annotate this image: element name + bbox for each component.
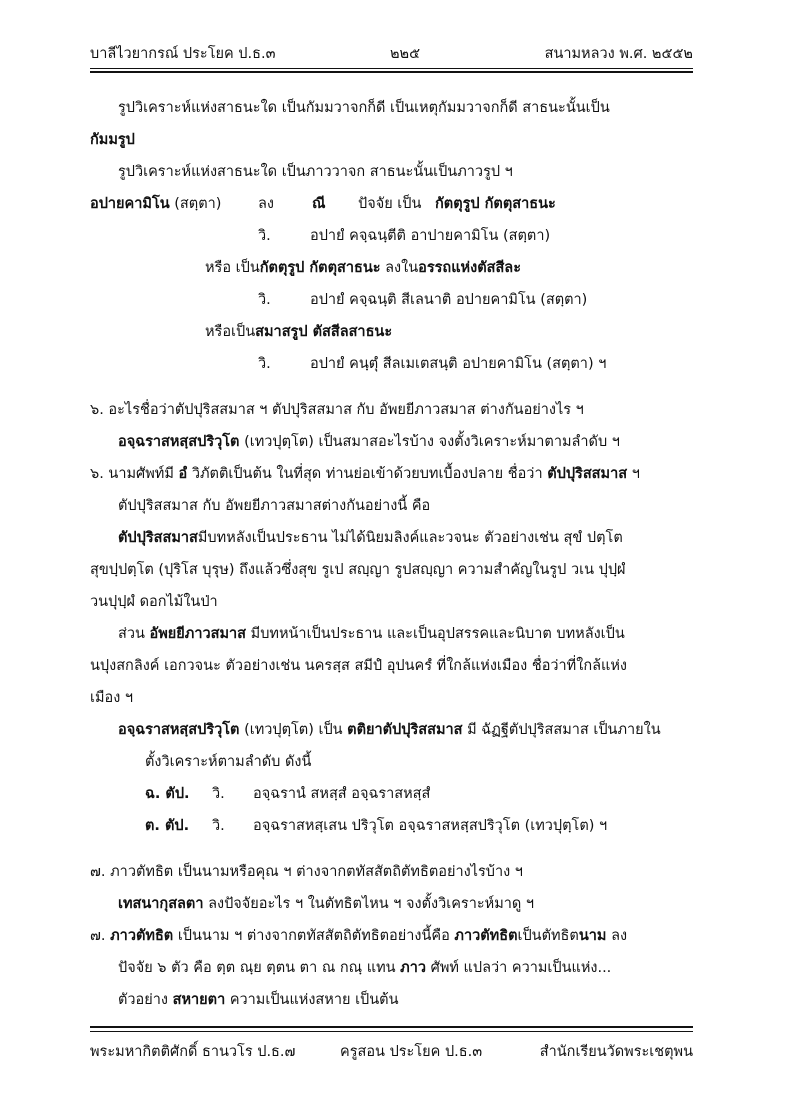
text-line: นปุงสกลิงค์ เอกวจนะ ตัวอย่างเช่น นครสฺส สมีปํ อุปนครํ ที่ใกล้แห่งเมือง ชื่อว่าที่ใกล้แห่ง (90, 658, 627, 674)
text-line: ต. ตัป. วิ. อจฺฉราสหสฺเสน ปริวุโต อจฺฉราสหสฺสปริวุโต (เทวปุตฺโต) ฯ (145, 818, 608, 834)
text-line: ฉ. ตัป. วิ. อจฺฉรานํ สหสฺสํ อจฺฉราสหสฺสํ (145, 786, 431, 802)
page-number: ๒๒๕ (390, 46, 421, 62)
header-rule (90, 68, 693, 69)
answer-6: ๖. นามศัพท์มี อํ วิภัตติเป็นต้น ในที่สุด ท่านย่อเข้าด้วยบทเบื้องปลาย ชื่อว่า ตัปปุริสสมาส ฯ (90, 466, 640, 482)
text-line: รูปวิเคราะห์แห่งสาธนะใด เป็นภาววาจก สาธนะนั้นเป็นภาวรูป ฯ (118, 164, 513, 180)
header-book-title: บาลีไวยากรณ์ ประโยค ป.ธ.๓ (90, 46, 276, 62)
text-line: เทสนากุสลตา ลงปัจจัยอะไร ฯ ในตัทธิตไหน ฯ จงตั้งวิเคราะห์มาดู ฯ (118, 896, 535, 912)
text-line: รูปวิเคราะห์แห่งสาธนะใด เป็นกัมมวาจกก็ดี เป็นเหตุกัมมวาจกก็ดี สาธนะนั้นเป็น (118, 100, 610, 116)
text-line: ตั้งวิเคราะห์ตามลำดับ ดังนี้ (145, 754, 312, 770)
footer-author: พระมหากิตติศักดิ์ ธานวโร ป.ธ.๗ (90, 1044, 296, 1060)
question-7: ๗. ภาวตัทธิต เป็นนามหรือคุณ ฯ ต่างจากตทัสสัตถิตัทธิตอย่างไรบ้าง ฯ (90, 864, 523, 880)
footer-school: สำนักเรียนวัดพระเชตุพน (539, 1044, 693, 1060)
question-6: ๖. อะไรชื่อว่าตัปปุริสสมาส ฯ ตัปปุริสสมาส กับ อัพยยีภาวสมาส ต่างกันอย่างไร ฯ (90, 402, 584, 418)
text-line: อจฺฉราสหสฺสปริวุโต (เทวปุตฺโต) เป็นสมาสอะไรบ้าง จงตั้งวิเคราะห์มาตามลำดับ ฯ (118, 434, 620, 450)
text-line: อปายคามิโน (สตฺตา) ลง ณี ปัจจัย เป็น กัตตุรูป กัตตุสาธนะ (90, 196, 556, 212)
text-line: หรือ เป็นกัตตุรูป กัตตุสาธนะ ลงในอรรถแห่งตัสสีละ (205, 260, 521, 276)
footer-rule (90, 1031, 693, 1032)
text-line: ตัปปุริสสมาสมีบทหลังเป็นประธาน ไม่ได้นิยมลิงค์และวจนะ ตัวอย่างเช่น สุขํ ปตฺโต (118, 530, 623, 546)
page-header (90, 38, 693, 68)
header-rule-thick (90, 71, 693, 73)
text-line: วิ. อปายํ คนฺตุํ สีลเมเตสนฺติ อปายคามิโน (สตฺตา) ฯ (258, 356, 607, 372)
text-line: ตัวอย่าง สหายตา ความเป็นแห่งสหาย เป็นต้น (118, 992, 399, 1008)
text-line: วิ. อปายํ คจฺฉนฺตีติ อาปายคามิโน (สตฺตา) (258, 228, 551, 244)
answer-7: ๗. ภาวตัทธิต เป็นนาม ฯ ต่างจากตทัสสัตถิตัทธิตอย่างนี้คือ ภาวตัทธิตเป็นตัทธิตนาม ลง (90, 928, 628, 944)
text-line: อจฺฉราสหสฺสปริวุโต (เทวปุตฺโต) เป็น ตติยาตัปปุริสสมาส มี ฉัฏฐีตัปปุริสสมาส เป็นภายใน (118, 722, 661, 738)
text-line: สุขปฺปตฺโต (ปุริโส บุรุษ) ถึงแล้วซึ่งสุข รูเป สญฺญา รูปสญฺญา ความสำคัญในรูป วเน ปุปฺผํ (90, 562, 626, 578)
text-line: ส่วน อัพยยีภาวสมาส มีบทหน้าเป็นประธาน และเป็นอุปสรรคและนิบาต บทหลังเป็น (118, 626, 625, 642)
text-line: หรือเป็นสมาสรูป ตัสสีลสาธนะ (205, 324, 393, 340)
text-line: วนปุปฺผํ ดอกไม้ในป่า (90, 594, 218, 610)
footer-teacher: ครูสอน ประโยค ป.ธ.๓ (340, 1044, 483, 1060)
text-line: วิ. อปายํ คจฺฉนฺติ สีเลนาติ อปายคามิโน (สตฺตา) (258, 292, 588, 308)
footer-rule-thick (90, 1026, 693, 1028)
page-body (90, 92, 693, 1016)
text-line: เมือง ฯ (90, 690, 134, 706)
header-exam-year: สนามหลวง พ.ศ. ๒๕๕๒ (544, 46, 693, 62)
text-line: ตัปปุริสสมาส กับ อัพยยีภาวสมาสต่างกันอย่างนี้ คือ (118, 498, 431, 514)
text-line: ปัจจัย ๖ ตัว คือ ตฺต ณฺย ตฺตน ตา ณ กณฺ แทน ภาว ศัพท์ แปลว่า ความเป็นแห่ง... (118, 960, 612, 976)
text-line: กัมมรูป (90, 132, 135, 148)
